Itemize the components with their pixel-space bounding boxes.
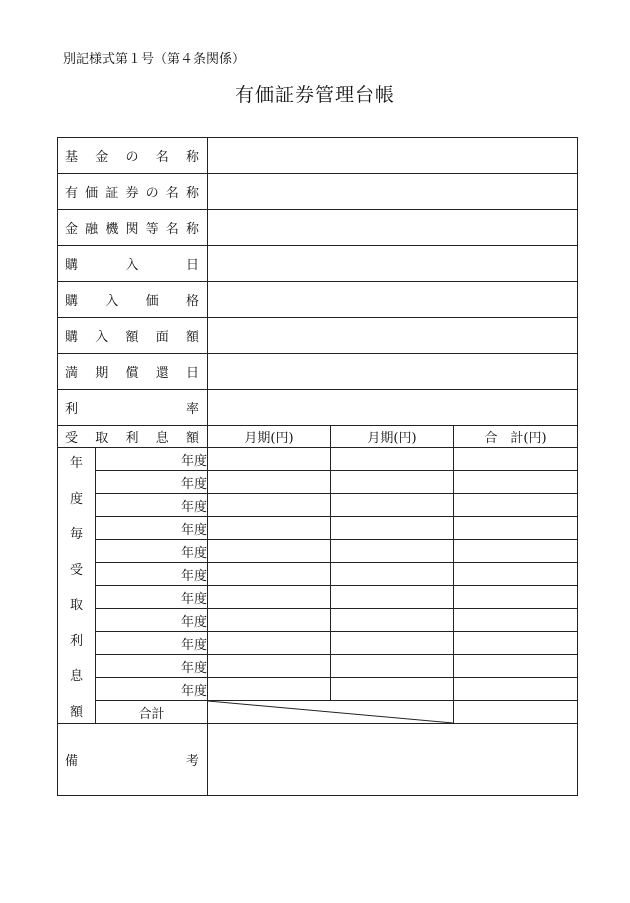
label-char: 価: [145, 294, 159, 309]
year-row: [58, 586, 578, 609]
label-char: 取: [69, 598, 83, 614]
year-label: 年度: [96, 632, 208, 655]
label-char: 備: [65, 754, 79, 769]
label-purchase-date: [58, 254, 207, 273]
year-period-1-cell[interactable]: [208, 448, 331, 471]
year-period-1-cell[interactable]: [208, 563, 331, 586]
value-purchase-date[interactable]: [208, 246, 578, 282]
field-row-fund-name: [58, 138, 578, 174]
value-interest-rate[interactable]: [208, 390, 578, 426]
header-period-1: 月期(円): [208, 426, 331, 448]
label-char: 度: [69, 491, 83, 507]
interest-header-row: [58, 426, 578, 448]
year-row: [58, 448, 578, 471]
vertical-label-stack: [58, 448, 95, 720]
grand-total-cell[interactable]: [454, 701, 578, 724]
year-label: 年度: [96, 563, 208, 586]
year-label: 年度: [96, 517, 208, 540]
label-purchase-price: [58, 290, 207, 309]
label-char: 称: [185, 150, 199, 165]
label-char: 機: [105, 222, 119, 237]
label-char: 面: [155, 330, 169, 345]
label-face-value: [58, 326, 207, 345]
year-period-1-cell[interactable]: [208, 586, 331, 609]
year-period-2-cell[interactable]: [331, 678, 454, 701]
year-row: [58, 678, 578, 701]
label-char: 有: [65, 186, 79, 201]
label-char: 融: [85, 222, 99, 237]
label-char: 券: [125, 186, 139, 201]
total-diagonal-cell: [208, 701, 454, 724]
year-total-cell[interactable]: [454, 448, 578, 471]
field-row-maturity-date: [58, 354, 578, 390]
label-char: 格: [185, 294, 199, 309]
year-label: 年度: [96, 678, 208, 701]
diagonal-strike-line: [208, 701, 453, 723]
year-label: 年度: [96, 586, 208, 609]
label-char: 価: [85, 186, 99, 201]
value-institution-name[interactable]: [208, 210, 578, 246]
year-label: 年度: [96, 448, 208, 471]
year-row: [58, 609, 578, 632]
label-char: 息: [69, 669, 83, 685]
year-period-1-cell[interactable]: [208, 655, 331, 678]
year-label: 年度: [96, 540, 208, 563]
label-char: 利: [65, 402, 79, 417]
total-label: 合計: [96, 701, 208, 724]
year-row: [58, 517, 578, 540]
year-total-cell[interactable]: [454, 632, 578, 655]
year-total-cell[interactable]: [454, 655, 578, 678]
label-char: 年: [69, 456, 83, 471]
label-char: 受: [69, 562, 83, 578]
year-row: [58, 494, 578, 517]
field-row-institution-name: [58, 210, 578, 246]
label-interest-received: [58, 427, 207, 446]
field-row-face-value: [58, 318, 578, 354]
year-total-cell[interactable]: [454, 471, 578, 494]
label-char: 毎: [69, 527, 83, 543]
label-char: 基: [65, 150, 79, 165]
label-char: 受: [65, 431, 79, 446]
label-char: 購: [65, 258, 79, 273]
label-char: 息: [155, 431, 169, 446]
year-row: [58, 655, 578, 678]
year-total-cell[interactable]: [454, 678, 578, 701]
year-total-cell[interactable]: [454, 540, 578, 563]
year-period-2-cell[interactable]: [331, 632, 454, 655]
label-remarks: [58, 750, 207, 769]
year-period-1-cell[interactable]: [208, 540, 331, 563]
year-row: [58, 540, 578, 563]
field-row-purchase-price: [58, 282, 578, 318]
field-row-purchase-date: [58, 246, 578, 282]
year-period-2-cell[interactable]: [331, 471, 454, 494]
label-char: 名: [165, 186, 179, 201]
year-period-2-cell[interactable]: [331, 609, 454, 632]
year-period-1-cell[interactable]: [208, 609, 331, 632]
year-period-1-cell[interactable]: [208, 471, 331, 494]
label-char: 利: [69, 633, 83, 649]
label-fund-name: [58, 146, 207, 165]
value-maturity-date[interactable]: [208, 354, 578, 390]
label-maturity-date: [58, 362, 207, 381]
label-char: 入: [105, 294, 119, 309]
year-total-cell[interactable]: [454, 609, 578, 632]
label-char: 関: [125, 222, 139, 237]
label-char: 称: [185, 222, 199, 237]
label-char: 金: [65, 222, 79, 237]
label-char: 購: [65, 294, 79, 309]
year-period-1-cell[interactable]: [208, 632, 331, 655]
label-char: の: [145, 186, 159, 201]
label-char: 名: [165, 222, 179, 237]
label-char: 考: [185, 754, 199, 769]
year-period-1-cell[interactable]: [208, 517, 331, 540]
label-char: 日: [185, 258, 199, 273]
year-period-2-cell[interactable]: [331, 448, 454, 471]
label-char: 期: [95, 366, 109, 381]
year-total-cell[interactable]: [454, 563, 578, 586]
year-total-cell[interactable]: [454, 494, 578, 517]
year-label: 年度: [96, 655, 208, 678]
year-period-1-cell[interactable]: [208, 494, 331, 517]
label-char: 満: [65, 366, 79, 381]
label-institution-name: [58, 218, 207, 237]
label-char: 額: [69, 704, 83, 720]
year-period-2-cell[interactable]: [331, 494, 454, 517]
year-period-2-cell[interactable]: [331, 563, 454, 586]
label-char: 額: [125, 330, 139, 345]
value-purchase-price[interactable]: [208, 282, 578, 318]
label-char: の: [125, 150, 139, 165]
label-char: 日: [185, 366, 199, 381]
year-label: 年度: [96, 494, 208, 517]
label-security-name: [58, 182, 207, 201]
header-period-2: 月期(円): [331, 426, 454, 448]
year-row: [58, 632, 578, 655]
year-row: [58, 563, 578, 586]
header-total: 合 計(円): [454, 426, 578, 448]
year-period-2-cell[interactable]: [331, 540, 454, 563]
label-interest-rate: [58, 398, 207, 417]
value-remarks[interactable]: [208, 724, 578, 796]
year-total-cell[interactable]: [454, 517, 578, 540]
year-row: [58, 471, 578, 494]
year-period-1-cell[interactable]: [208, 678, 331, 701]
label-char: 取: [95, 431, 109, 446]
label-char: 償: [125, 366, 139, 381]
label-char: 入: [125, 258, 139, 273]
label-char: 購: [65, 330, 79, 345]
field-row-interest-rate: [58, 390, 578, 426]
label-char: 入: [95, 330, 109, 345]
page-title: 有価証券管理台帳: [234, 84, 395, 106]
year-period-2-cell[interactable]: [331, 517, 454, 540]
field-row-security-name: [58, 174, 578, 210]
value-security-name[interactable]: [208, 174, 578, 210]
label-char: 還: [155, 366, 169, 381]
annual-total-row: [58, 701, 578, 724]
label-char: 金: [95, 150, 109, 165]
year-total-cell[interactable]: [454, 586, 578, 609]
label-char: 等: [145, 222, 159, 237]
remarks-row: [58, 724, 578, 796]
label-char: 額: [185, 330, 199, 345]
label-char: 額: [185, 431, 199, 446]
label-char: 証: [105, 186, 119, 201]
year-label: 年度: [96, 471, 208, 494]
label-char: 名: [155, 150, 169, 165]
label-char: 利: [125, 431, 139, 446]
year-label: 年度: [96, 609, 208, 632]
label-char: 率: [185, 402, 199, 417]
label-char: 称: [185, 186, 199, 201]
securities-ledger-table: [57, 137, 578, 796]
year-period-2-cell[interactable]: [331, 586, 454, 609]
annual-interest-vertical-label: [58, 448, 96, 724]
year-period-2-cell[interactable]: [331, 655, 454, 678]
value-face-value[interactable]: [208, 318, 578, 354]
form-number-label: 別記様式第１号（第４条関係）: [63, 52, 246, 67]
value-fund-name[interactable]: [208, 138, 578, 174]
